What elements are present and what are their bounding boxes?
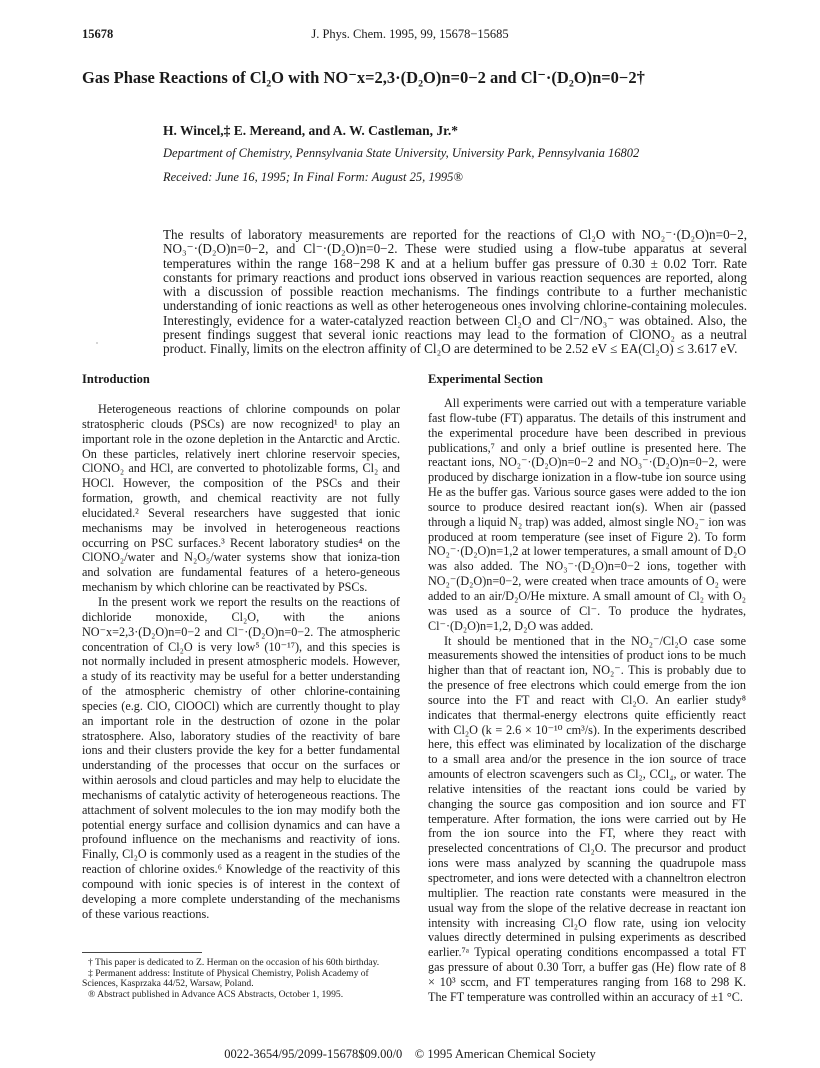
intro-paragraph: Heterogeneous reactions of chlorine compounds on polar stratospheric clouds (PSCs) are now recognized¹ to play an important role in the ozone depletion in the Antarctic and Arctic. On these particles, relatively inert chlorine reservoir species, ClONO₂ and HCl, are converted to photolizable forms, Cl₂ and HOCl. However, the composition of the PSCs and their formation, growth, and chemical reactivity are not fully elucidated.² Several researchers have suggested that ionic mechanisms may be involved in heterogeneous reactions occurring on PSC surfaces.³ Recent laboratory studies⁴ on the ClONO₂/water and N₂O₅/water systems show that ioniza-tion and solvation are fundamental features of a hetero-geneous mechanism by which chlorine can be reactivated by PSCs. — [82, 402, 400, 595]
footnote: ® Abstract published in Advance ACS Abstracts, October 1, 1995. — [88, 988, 344, 1000]
experimental-heading: Experimental Section — [428, 372, 543, 386]
authors: H. Wincel,‡ E. Mereand, and A. W. Castleman, Jr.* — [163, 123, 459, 138]
article-title: Gas Phase Reactions of Cl₂O with NO⁻x=2,3·(D₂O)n=0−2 and Cl⁻·(D₂O)n=0−2† — [82, 68, 645, 87]
affiliation: Department of Chemistry, Pennsylvania State University, University Park, Pennsylvania 16802 — [163, 146, 640, 160]
abstract: The results of laboratory measurements are reported for the reactions of Cl₂O with NO₂⁻·(D₂O)n=0−2, NO₃⁻·(D₂O)n=0−2, and Cl⁻·(D₂O)n=0−2. These were studied using a flow-tube apparatus at several temperatures within the range 168−298 K and at a helium buffer gas pressure of 0.30 ± 0.02 Torr. Rate constants for primary reactions and product ions observed in various reaction sequences are reported, along with a discussion of possible reaction mechanisms. The findings contribute to a further mechanistic understanding of ionic reactions as well as other heterogeneous ones involving chlorine-containing molecules. Interestingly, evidence for a water-catalyzed reaction between Cl₂O and Cl⁻/NO₃⁻ was obtained. Also, the present findings suggest that several ionic reactions may lead to the formation of ClONO₂ as a neutral product. Finally, limits on the electron affinity of Cl₂O are determined to be 2.52 eV ≤ EA(Cl₂O) ≤ 3.617 eV. — [163, 227, 747, 357]
experimental-paragraph: It should be mentioned that in the NO₂⁻/Cl₂O case some measurements showed the intensities of product ions to be much higher than that of reactant ion, NO₂⁻. This is probably due to the presence of free electrons which could emerge from the ion source into the FT and react with Cl₂O. An earlier study⁸ indicates that thermal-energy electrons quite efficiently react with Cl₂O (k = 2.6 × 10⁻¹⁰ cm³/s). In the experiments described here, this effect was eliminated by localization of the discharge to a small area and/or the presence in the ion source of trace amounts of electron scavengers such as Cl₂, CCl₄, or water. The relative intensities of the reactant ions could be varied by changing the source gas composition and ion source and FT temperature. After formation, the ions were carried out by He from the ion source into the FT, where they react with preselected concentrations of Cl₂O. The precursor and product ions were mass analyzed by scanning the quadrupole mass spectrometer, and ions were detected with a channeltron electron multiplier. The reaction rate constants were measured in the usual way from the slope of the relative decrease in reactant ion intensity with increasing Cl₂O flow rate, using ion velocity values directly determined in pulsing experiments as described earlier.⁷ᵃ Typical operating conditions encompassed a total FT gas pressure of about 0.30 Torr, a buffer gas (He) flow rate of 8 × 10³ sccm, and FT temperatures ranging from 168 to 298 K. The FT temperature was controlled within an accuracy of ±1 °C. — [428, 633, 746, 1004]
footnote: ‡ Permanent address: Institute of Physical Chemistry, Polish Academy of Sciences, Kasprzaka 44/52, Warsaw, Poland. — [82, 967, 369, 990]
received-dates: Received: June 16, 1995; In Final Form: August 25, 1995® — [163, 170, 463, 184]
experimental-paragraph: All experiments were carried out with a temperature variable fast flow-tube (FT) apparatus. The details of this instrument and the experimental procedure have been described in previous publications,⁷ and only a brief outline is presented here. The reactant ions, NO₂⁻·(D₂O)n=0−2 and NO₃⁻·(D₂O)n=0−2, were produced by discharge ionization in a flow-tube ion source using He as the buffer gas. Various source gases were added to the ion source to produce desired reactant ion(s). When air (passed through a liquid N₂ trap) was added, almost single NO₂⁻ ion was produced at room temperature (see inset of Figure 2). To form NO₂⁻·(D₂O)n=1,2 at lower temperatures, a small amount of D₂O was also added. The NO₃⁻·(D₂O)n=0−2 ions, together with NO₂⁻(D₂O)n=0−2, were created when trace amounts of O₂ were added to an air/D₂O/He mixture. A small amount of Cl₂ with O₂ was used as a source of Cl⁻. To produce the hydrates, Cl⁻·(D₂O)n=1,2, D₂O was added. — [428, 396, 746, 633]
intro-paragraph: In the present work we report the results on the reactions of dichloride monoxide, Cl₂O, with the anions NO⁻x=2,3·(D₂O)n=0−2 and Cl⁻·(D₂O)n=0−2. The atmospheric concentration of Cl₂O is very low⁵ (10⁻¹⁷), and this species is not normally included in present atmospheric models. However, a study of its reactivity may be useful for a better understanding of the atmospheric chemistry of other chlorine-containing species (e.g. ClO, ClOOCl) which are currently thought to play an important role in the destruction of ozone in the polar stratosphere. Also, laboratory studies of the reactivity of bare ions and their clusters provide the key for a better fundamental understanding of the processes that occur on the surfaces or within aerosols and cloud particles and may help to elucidate the mechanisms of catalytic activity of heterogeneous reactions. The attachment of solvent molecules to the ion may modify both the potential energy surface and collision dynamics and can have a profound influence on the mechanisms and reactivity of ions. Finally, Cl₂O is commonly used as a reagent in the studies of the reaction of chlorine oxides.⁶ Knowledge of the reactivity of this compound with ionic species is of interest in the context of developing a more complete understanding of the mechanisms of these various reactions. — [82, 594, 400, 921]
journal-citation: J. Phys. Chem. 1995, 99, 15678−15685 — [311, 27, 509, 41]
intro-body — [82, 402, 400, 922]
intro-heading: Introduction — [82, 372, 150, 386]
scan-speck — [96, 342, 98, 344]
copyright-line: 0022-3654/95/2099-15678$09.00/0 © 1995 American Chemical Society — [224, 1047, 596, 1061]
experimental-body — [428, 396, 746, 1005]
footnotes — [82, 958, 402, 1000]
footnote: † This paper is dedicated to Z. Herman on the occasion of his 60th birthday. — [88, 957, 380, 968]
footnote-divider — [82, 952, 202, 953]
page-number: 15678 — [82, 27, 114, 41]
